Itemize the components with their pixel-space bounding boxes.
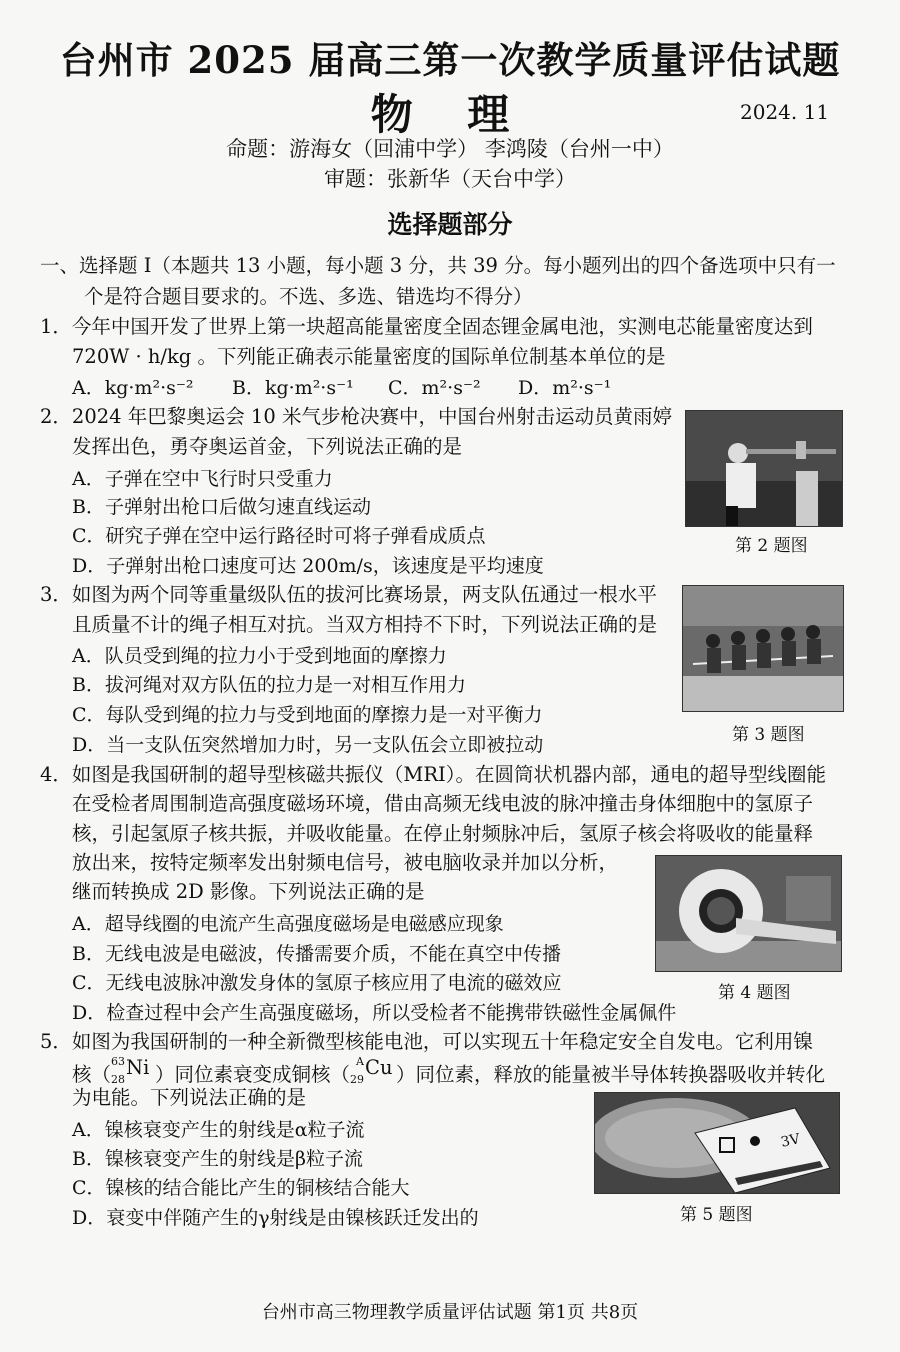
q2-stem-2: 发挥出色，勇夺奥运首金，下列说法正确的是 (72, 435, 463, 458)
q1-stem-1: 1．今年中国开发了世界上第一块超高能量密度全固态锂金属电池，实测电芯能量密度达到 (40, 315, 813, 338)
q2-figure-caption: 第 2 题图 (735, 536, 808, 556)
q4-mri-photo (655, 855, 842, 972)
q2-option-a: A．子弹在空中飞行时只受重力 (72, 468, 333, 490)
q1-option-c: C．m²·s⁻² (388, 377, 481, 399)
copper-isotope: A 29 Cu (350, 1055, 393, 1086)
q4-stem-1: 4．如图是我国研制的超导型核磁共振仪（MRI）。在圆筒状机器内部，通电的超导型线圈能 (40, 763, 827, 786)
q3-option-a: A．队员受到绳的拉力小于受到地面的摩擦力 (72, 645, 447, 667)
q3-option-c: C．每队受到绳的拉力与受到地面的摩擦力是一对平衡力 (72, 704, 543, 726)
q5-option-b: B．镍核衰变产生的射线是β粒子流 (72, 1148, 363, 1170)
q4-option-a: A．超导线圈的电流产生高强度磁场是电磁感应现象 (72, 913, 504, 935)
q1-option-a: A．kg·m²·s⁻² (72, 377, 194, 399)
q5-figure-caption: 第 5 题图 (680, 1205, 753, 1225)
exam-date: 2024. 11 (740, 100, 830, 124)
exam-title: 台州市 2025 届高三第一次教学质量评估试题 (59, 38, 841, 82)
q3-option-d: D．当一支队伍突然增加力时，另一支队伍会立即被拉动 (72, 734, 544, 756)
q2-option-b: B．子弹射出枪口后做匀速直线运动 (72, 496, 371, 518)
q4-option-c: C．无线电波脉冲激发身体的氢原子核应用了电流的磁效应 (72, 972, 562, 994)
reviewer-line: 审题：张新华（天台中学） (324, 167, 576, 191)
q5-option-d: D．衰变中伴随产生的γ射线是由镍核跃迁发出的 (72, 1207, 479, 1229)
q2-option-d: D．子弹射出枪口速度可达 200m/s，该速度是平均速度 (72, 555, 544, 577)
q1-stem-2: 720W · h/kg 。下列能正确表示能量密度的国际单位制基本单位的是 (72, 345, 666, 368)
q4-stem-3: 核，引起氢原子核共振，并吸收能量。在停止射频脉冲后，氢原子核会将吸收的能量释 (72, 822, 814, 845)
nickel-isotope: 63 28 Ni (111, 1055, 150, 1086)
q1-option-d: D．m²·s⁻¹ (518, 377, 612, 399)
q1-option-b: B．kg·m²·s⁻¹ (232, 377, 354, 399)
q5-stem-1: 5．如图为我国研制的一种全新微型核能电池，可以实现五十年稳定安全自发电。它利用镍 (40, 1030, 813, 1053)
q4-figure-caption: 第 4 题图 (718, 983, 791, 1003)
q2-shooter-photo (685, 410, 843, 527)
q5-stem-2-b: ）同位素衰变成铜核（ (155, 1063, 351, 1086)
q5-stem-2-a: 核（ (72, 1063, 112, 1086)
q5-option-c: C．镍核的结合能比产生的铜核结合能大 (72, 1177, 410, 1199)
subject-title: 物 理 (370, 90, 530, 139)
q4-stem-4: 放出来，按特定频率发出射频电信号，被电脑收录并加以分析， (72, 851, 619, 874)
battery-voltage-label: 3V (779, 1131, 802, 1151)
instructions-line-2: 个是符合题目要求的。不选、多选、错选均不得分） (84, 285, 533, 308)
q4-option-d: D．检查过程中会产生高强度磁场，所以受检者不能携带铁磁性金属佩件 (72, 1002, 677, 1024)
q4-option-b: B．无线电波是电磁波，传播需要介质，不能在真空中传播 (72, 943, 561, 965)
instructions-line-1: 一、选择题 I（本题共 13 小题，每小题 3 分，共 39 分。每小题列出的四个备选项中只有一 (40, 254, 836, 277)
q3-figure-caption: 第 3 题图 (732, 725, 805, 745)
q3-stem-1: 3．如图为两个同等重量级队伍的拔河比赛场景，两支队伍通过一根水平 (40, 583, 657, 606)
q3-tug-of-war-photo (682, 585, 844, 712)
authors-line: 命题：游海女（回浦中学） 李鸿陵（台州一中） (226, 137, 674, 161)
q2-stem-1: 2．2024 年巴黎奥运会 10 米气步枪决赛中，中国台州射击运动员黄雨婷 (40, 405, 672, 428)
q3-stem-2: 且质量不计的绳子相互对抗。当双方相持不下时，下列说法正确的是 (72, 613, 658, 636)
q5-option-a: A．镍核衰变产生的射线是α粒子流 (72, 1119, 365, 1141)
q5-stem-2-c: ）同位素，释放的能量被半导体转换器吸收并转化 (396, 1063, 826, 1086)
q3-option-b: B．拔河绳对双方队伍的拉力是一对相互作用力 (72, 674, 466, 696)
page-footer: 台州市高三物理教学质量评估试题 第1页 共8页 (261, 1302, 639, 1323)
section-heading: 选择题部分 (387, 210, 513, 239)
q4-stem-5: 继而转换成 2D 影像。下列说法正确的是 (72, 880, 425, 903)
q4-stem-2: 在受检者周围制造高强度磁场环境，借由高频无线电波的脉冲撞击身体细胞中的氢原子 (72, 792, 814, 815)
q5-stem-3: 为电能。下列说法正确的是 (72, 1086, 307, 1109)
q5-battery-photo (594, 1092, 840, 1194)
q2-option-c: C．研究子弹在空中运行路径时可将子弹看成质点 (72, 525, 486, 547)
q5-stem-2 (72, 1055, 825, 1088)
